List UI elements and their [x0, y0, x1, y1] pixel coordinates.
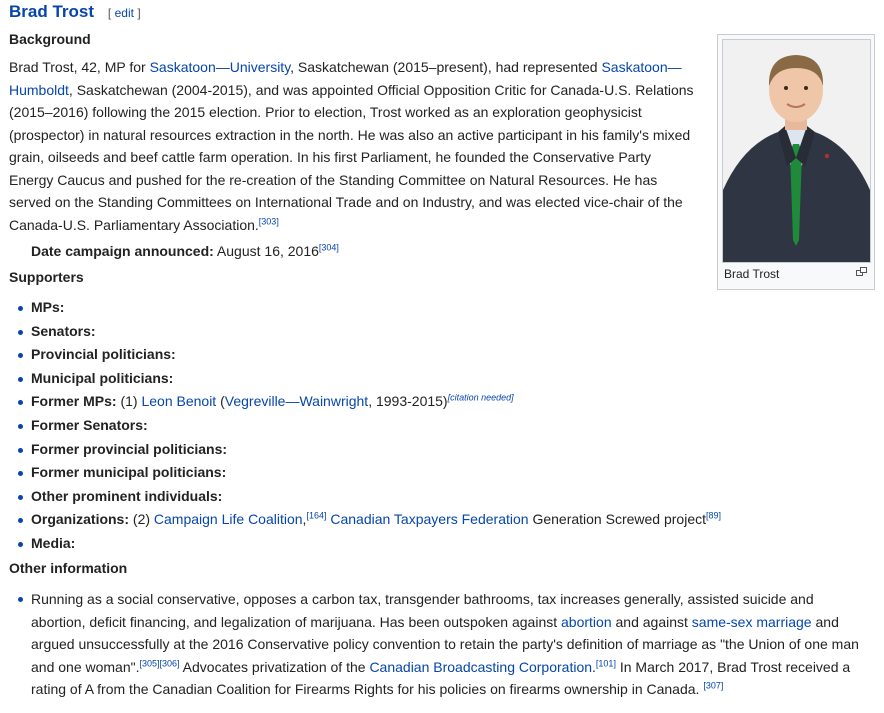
- other-text: .: [592, 658, 596, 675]
- other-information-heading: Other information: [9, 560, 128, 576]
- magnify-clip-icon[interactable]: [856, 267, 867, 279]
- citation-needed-link[interactable]: [citation needed]: [447, 392, 514, 403]
- supporter-label: Former provincial politicians:: [31, 440, 228, 457]
- list-item: [18, 588, 868, 701]
- bullet-icon: [18, 377, 23, 382]
- list-item: [18, 367, 721, 391]
- supporter-label: Former municipal politicians:: [31, 464, 227, 481]
- date-value: August 16, 2016: [213, 243, 319, 259]
- bullet-icon: [18, 400, 23, 405]
- ref-305-306[interactable]: [305][306]: [139, 657, 180, 668]
- supporters-list: [18, 296, 721, 556]
- bullet-icon: [18, 471, 23, 476]
- ref-164[interactable]: [164]: [306, 510, 327, 521]
- supporter-text: (: [216, 393, 225, 410]
- list-item: [18, 296, 721, 320]
- list-item: [18, 343, 721, 367]
- supporter-label: Former Senators:: [31, 416, 148, 433]
- supporter-text: (2): [129, 511, 154, 528]
- section-heading: [9, 2, 141, 22]
- bullet-icon: [18, 424, 23, 429]
- ref-304[interactable]: [304]: [318, 242, 339, 253]
- supporter-label: MPs:: [31, 299, 65, 315]
- background-paragraph: [9, 56, 699, 236]
- list-item: [18, 390, 721, 414]
- supporter-label: Media:: [31, 534, 76, 551]
- other-text: and against: [611, 613, 692, 630]
- bullet-icon: [18, 448, 23, 453]
- background-heading: Background: [9, 31, 91, 47]
- date-label: Date campaign announced:: [31, 243, 214, 259]
- thumbnail-caption: Brad Trost: [724, 267, 780, 281]
- other-text: Running as a social conservative, opposes a carbon tax, transgender bathrooms, tax increases generally, assisted suicide and abortion, deficit financing, and legalization of marijuana. Has been outspoken against: [31, 591, 814, 630]
- link-leon-benoit[interactable]: Leon Benoit: [141, 393, 217, 410]
- edit-link[interactable]: edit: [114, 6, 134, 20]
- section-title: Brad Trost: [9, 2, 95, 21]
- supporter-label: Organizations:: [31, 511, 130, 528]
- list-item: [18, 532, 721, 556]
- bullet-icon: [18, 495, 23, 500]
- link-saskatoon-university[interactable]: Saskatoon—University: [149, 59, 291, 75]
- link-vegreville-wainwright[interactable]: Vegreville—Wainwright: [224, 393, 369, 410]
- list-item: [18, 438, 721, 462]
- portrait-image[interactable]: [722, 39, 871, 263]
- list-item: [18, 461, 721, 485]
- magnify-glyph: [856, 267, 867, 276]
- supporter-label: Former MPs:: [31, 393, 117, 410]
- ref-89[interactable]: [89]: [706, 510, 722, 521]
- list-item: [18, 508, 721, 532]
- edit-bracket-close: ]: [137, 6, 141, 20]
- list-item: [18, 414, 721, 438]
- bullet-icon: [18, 518, 23, 523]
- bullet-icon: [18, 330, 23, 335]
- bullet-icon: [18, 597, 23, 602]
- supporter-label: Other prominent individuals:: [31, 487, 223, 504]
- bullet-icon: [18, 353, 23, 358]
- other-info-list: [18, 588, 868, 701]
- supporter-label: Senators:: [31, 322, 96, 339]
- edit-bracket-open: [: [107, 6, 112, 20]
- supporter-label: Municipal politicians:: [31, 369, 174, 386]
- supporter-text: Generation Screwed project: [528, 511, 706, 528]
- supporter-text: (1): [116, 393, 142, 410]
- edit-section: [108, 6, 141, 20]
- date-announced: [31, 243, 339, 259]
- supporter-label: Provincial politicians:: [31, 346, 176, 363]
- ref-307[interactable]: [307]: [703, 680, 724, 691]
- portrait-thumbnail: [717, 34, 875, 290]
- other-text: and argued unsuccessfully at the 2016 Conservative policy convention to retain the party's definition of marriage as "the Union of one man and one woman".: [31, 613, 859, 675]
- other-text: Advocates privatization of the: [179, 658, 370, 675]
- link-abortion[interactable]: abortion: [561, 613, 612, 630]
- link-cbc[interactable]: Canadian Broadcasting Corporation: [369, 658, 593, 675]
- ref-101[interactable]: [101]: [595, 657, 616, 668]
- link-canadian-taxpayers-federation[interactable]: Canadian Taxpayers Federation: [330, 511, 529, 528]
- bullet-icon: [18, 306, 23, 311]
- portrait-illustration: [723, 40, 870, 262]
- list-item: [18, 485, 721, 509]
- bio-text-2: , Saskatchewan (2015–present), had represented: [290, 59, 602, 75]
- list-item: [18, 320, 721, 344]
- bio-text-1: Brad Trost, 42, MP for: [9, 59, 150, 75]
- supporter-text: , 1993-2015): [368, 393, 448, 410]
- bio-text-3: , Saskatchewan (2004-2015), and was appointed Official Opposition Critic for Canada-U.S. Relations (2015–2016) following the 2015 election. Prior to election, Trost worked as an exploration geophysicist (prospector) in natural resources extraction in the north. He was also an active participant in his family's mixed grain, oilseeds and beef cattle farm operation. In his first Parliament, he founded the Conservative Party Energy Caucus and pushed for the re-creation of the Standing Committee on Natural Resources. He has served on the Standing Committees on International Trade and on Industry, and was elected vice-chair of the Canada-U.S. Parliamentary Association.: [9, 81, 694, 233]
- link-saskatoon-humboldt[interactable]: Saskatoon—Humboldt: [9, 59, 682, 98]
- supporter-text: ,: [302, 511, 307, 528]
- link-campaign-life-coalition[interactable]: Campaign Life Coalition: [153, 511, 303, 528]
- bullet-icon: [18, 542, 23, 547]
- supporters-heading: Supporters: [9, 269, 84, 285]
- other-text: In March 2017, Brad Trost received a rating of A from the Canadian Coalition for Firearms Rights for his policies on firearms ownership in Canada.: [31, 658, 851, 697]
- link-same-sex-marriage[interactable]: same-sex marriage: [691, 613, 812, 630]
- ref-303[interactable]: [303]: [258, 215, 279, 226]
